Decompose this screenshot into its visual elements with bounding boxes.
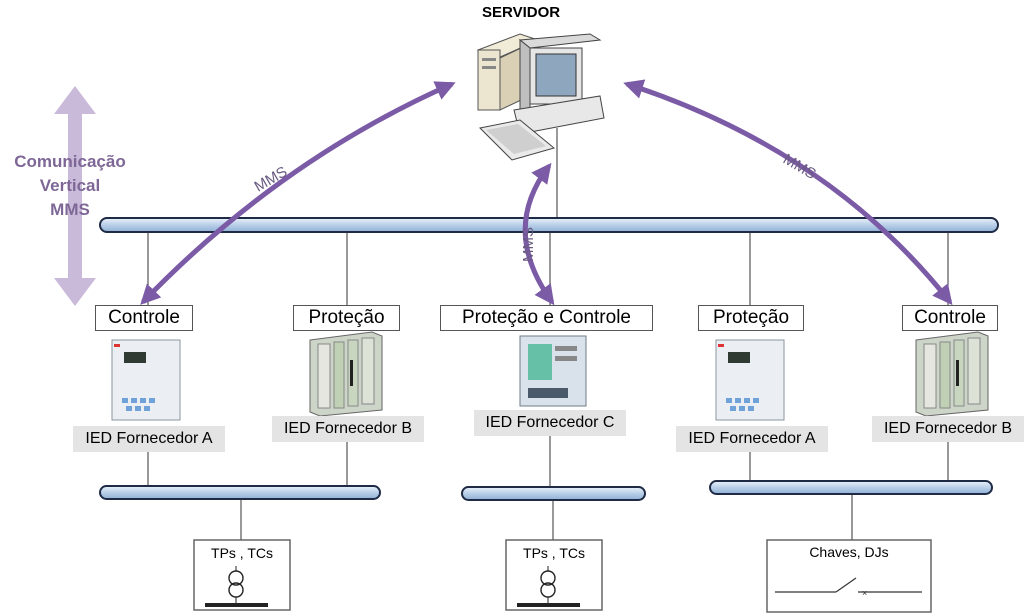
role-label-controle-2: Controle — [902, 305, 998, 331]
mms-label-left: MMS — [251, 163, 291, 196]
mms-arrow-right — [627, 84, 950, 302]
ied-name-1: IED Fornecedor A — [73, 426, 225, 452]
equipment-label-3: Chaves, DJs — [809, 544, 889, 560]
ied-device-5-icon — [916, 332, 988, 416]
role-label-protecao-1: Proteção — [293, 305, 400, 331]
vertical-communication-label — [0, 150, 140, 222]
process-buses — [100, 481, 992, 500]
role-label-protecao-controle: Proteção e Controle — [440, 305, 653, 331]
svg-text:×: × — [862, 588, 868, 598]
ied-device-2-icon — [310, 332, 382, 416]
server-label: SERVIDOR — [482, 4, 561, 21]
mms-labels — [252, 151, 819, 262]
role-label-controle-1: Controle — [95, 305, 193, 331]
ied-name-5: IED Fornecedor B — [872, 416, 1024, 442]
equipment-label-1: TPs , TCs — [211, 545, 273, 561]
mms-arrow-left — [143, 84, 452, 302]
ied-device-3-icon — [520, 336, 586, 406]
ied-name-3: IED Fornecedor C — [474, 410, 626, 436]
ied-device-4-icon — [716, 340, 784, 420]
ied-name-4: IED Fornecedor A — [676, 426, 828, 452]
role-label-protecao-2: Proteção — [698, 305, 804, 331]
server-computer-icon — [478, 34, 604, 160]
side-note-line-3: MMS — [50, 200, 90, 219]
ied-device-1-icon — [112, 340, 180, 420]
mms-label-center: MMS — [520, 227, 537, 262]
ied-name-2: IED Fornecedor B — [272, 416, 424, 442]
side-note-line-2: Vertical — [39, 176, 101, 195]
side-note-line-1: Comunicação — [14, 152, 126, 171]
mms-label-right: MMS — [780, 150, 819, 183]
equipment-label-2: TPs , TCs — [523, 545, 585, 561]
